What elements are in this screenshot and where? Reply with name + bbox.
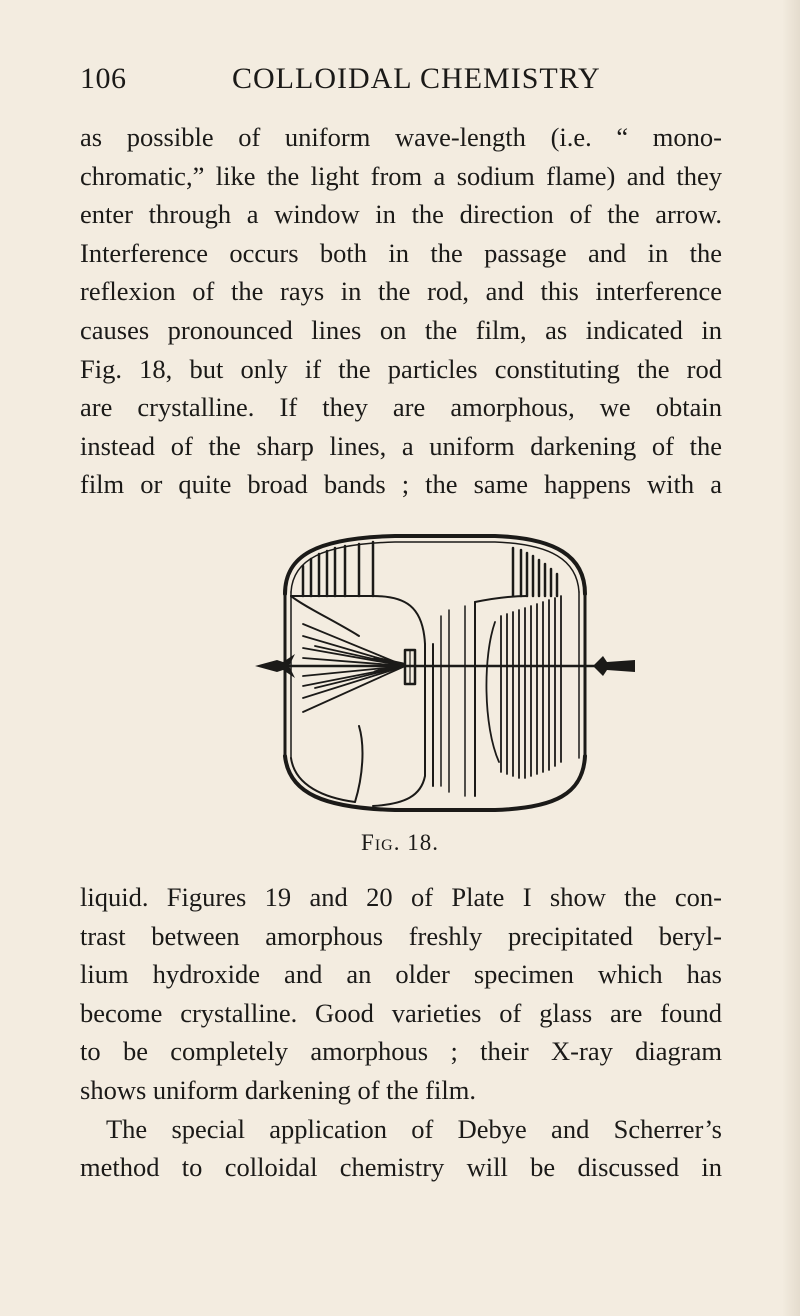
debye-scherrer-camera-figure — [255, 526, 635, 812]
running-head — [80, 62, 720, 106]
text-line: chromatic,” like the light from a sodium flame) and they — [80, 160, 722, 191]
text-line: lium hydroxide and an older specimen which has — [80, 959, 722, 990]
arrow-right-icon — [593, 656, 635, 676]
text-line: film or quite broad bands ; the same happens with a — [80, 469, 722, 500]
text-line: reflexion of the rays in the rod, and this interference — [80, 276, 722, 307]
cylinder-bottom-rim — [285, 756, 585, 810]
text-line: liquid. Figures 19 and 20 of Plate I show the con- — [80, 882, 722, 912]
figure-caption: Fig. 18. — [361, 830, 439, 855]
paragraph-bottom — [80, 878, 722, 1187]
running-title: COLLOIDAL CHEMISTRY — [232, 62, 601, 95]
text-line: to be completely amorphous ; their X-ray diagram — [80, 1036, 722, 1067]
text-line: causes pronounced lines on the film, as indicated in — [80, 314, 722, 345]
film-lines-top-right — [513, 548, 557, 596]
page-edge-shadow — [782, 0, 800, 1316]
text-line: The special application of Debye and Scherrer’s — [106, 1113, 722, 1144]
paragraph-top — [80, 118, 722, 504]
page-number: 106 — [80, 62, 127, 95]
text-line: enter through a window in the direction of the arrow. — [80, 199, 722, 230]
text-line: as possible of uniform wave-length (i.e. “ mono- — [80, 122, 722, 152]
text-line: method to colloidal chemistry will be discussed in — [80, 1152, 722, 1183]
text-line: Interference occurs both in the passage and in the — [80, 237, 722, 268]
text-line: Fig. 18, but only if the particles constituting the rod — [80, 353, 722, 384]
text-line: instead of the sharp lines, a uniform darkening of the — [80, 430, 722, 461]
film-lines-right — [486, 596, 561, 778]
text-line: trast between amorphous freshly precipitated beryl- — [80, 920, 722, 951]
text-line: are crystalline. If they are amorphous, we obtain — [80, 392, 722, 423]
text-line: shows uniform darkening of the film. — [80, 1074, 476, 1105]
arrow-left-icon — [255, 654, 295, 678]
text-line: become crystalline. Good varieties of glass are found — [80, 997, 722, 1028]
